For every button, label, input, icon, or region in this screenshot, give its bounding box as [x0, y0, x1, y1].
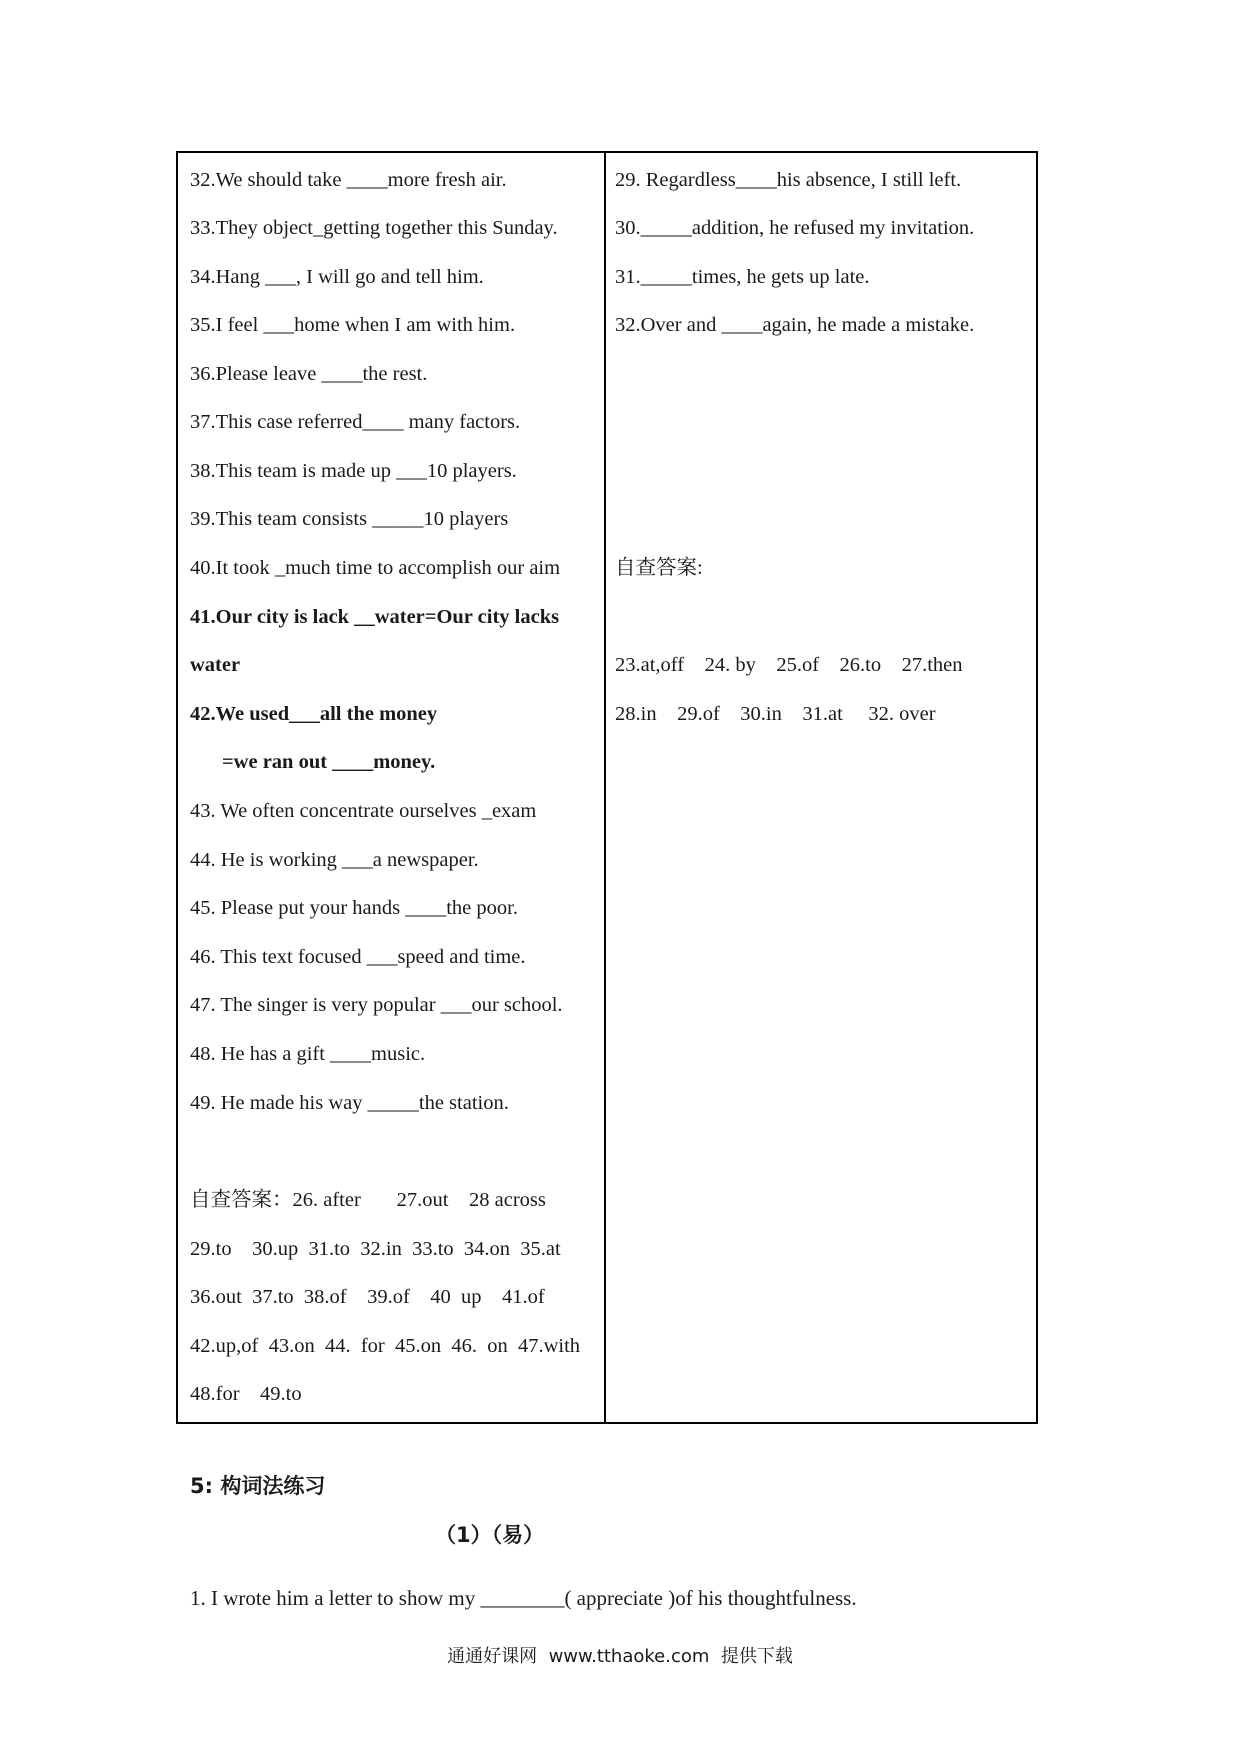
answer-line: 36.out 37.to 38.of 39.of 40 up 41.of	[190, 1286, 545, 1308]
exercise-line: 31._____times, he gets up late.	[615, 266, 870, 288]
exercise-line: 39.This team consists _____10 players	[190, 508, 509, 530]
exercise-line: 32.Over and ____again, he made a mistake.	[615, 314, 975, 336]
exercise-line: water	[190, 654, 241, 676]
exercise-line: =we ran out ____money.	[222, 751, 436, 773]
exercise-line: 41.Our city is lack __water=Our city lacks	[190, 606, 560, 628]
exercise-line: 43. We often concentrate ourselves _exam	[190, 800, 537, 822]
section-subheading: （1）（易）	[435, 1523, 545, 1547]
exercise-line: 46. This text focused ___speed and time.	[190, 946, 526, 968]
answer-line: 自查答案：26. after 27.out 28 across	[190, 1189, 546, 1211]
exercise-line: 45. Please put your hands ____the poor.	[190, 897, 518, 919]
exercise-line: 42.We used___all the money	[190, 703, 438, 725]
exercise-line: 44. He is working ___a newspaper.	[190, 849, 479, 871]
answer-line: 48.for 49.to	[190, 1383, 302, 1405]
exercise-line: 29. Regardless____his absence, I still left.	[615, 169, 962, 191]
exercise-line: 34.Hang ___, I will go and tell him.	[190, 266, 484, 288]
exercise-line: 47. The singer is very popular ___our school.	[190, 994, 563, 1016]
exercise-line: 48. He has a gift ____music.	[190, 1043, 426, 1065]
question-line: 1. I wrote him a letter to show my ________( appreciate )of his thoughtfulness.	[190, 1586, 857, 1610]
exercise-line: 49. He made his way _____the station.	[190, 1092, 509, 1114]
exercise-line: 35.I feel ___home when I am with him.	[190, 314, 516, 336]
footer-credit: 通通好课网 www.tthaoke.com 提供下载	[447, 1646, 793, 1667]
exercise-line: 38.This team is made up ___10 players.	[190, 460, 517, 482]
answers-title: 自查答案:	[615, 557, 703, 579]
answer-line: 23.at,off 24. by 25.of 26.to 27.then	[615, 654, 963, 676]
exercise-line: 36.Please leave ____the rest.	[190, 363, 428, 385]
answer-line: 28.in 29.of 30.in 31.at 32. over	[615, 703, 936, 725]
column-divider	[604, 153, 606, 1422]
exercise-line: 33.They object_getting together this Sunday.	[190, 217, 558, 239]
exercise-line: 32.We should take ____more fresh air.	[190, 169, 507, 191]
answer-line: 42.up,of 43.on 44. for 45.on 46. on 47.with	[190, 1335, 581, 1357]
section-heading: 5: 构词法练习	[190, 1474, 326, 1498]
exercise-line: 30._____addition, he refused my invitation.	[615, 217, 975, 239]
exercise-line: 37.This case referred____ many factors.	[190, 411, 521, 433]
exercise-line: 40.It took _much time to accomplish our aim	[190, 557, 561, 579]
exercise-table	[176, 151, 1038, 1424]
answer-line: 29.to 30.up 31.to 32.in 33.to 34.on 35.at	[190, 1238, 561, 1260]
